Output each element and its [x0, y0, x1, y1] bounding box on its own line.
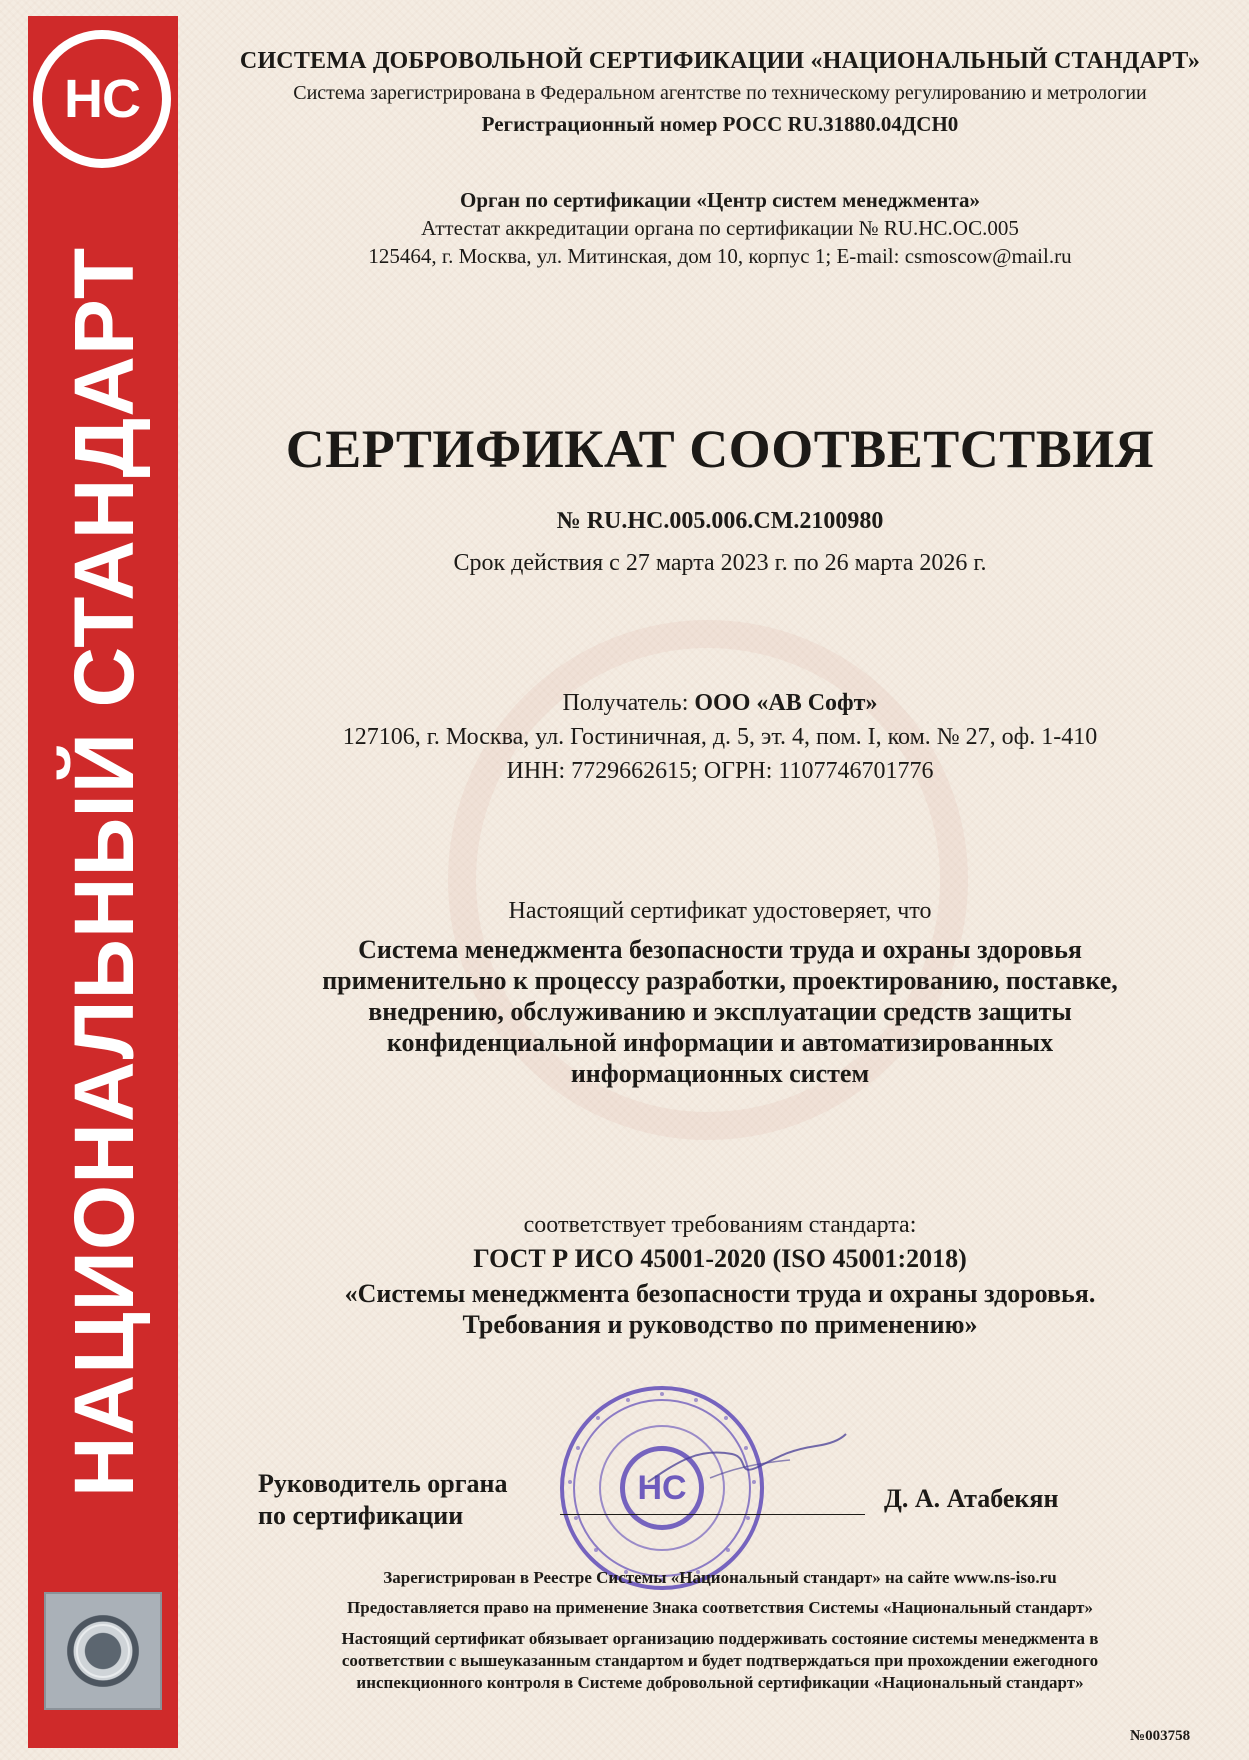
scope-line: конфиденциальной информации и автоматизированных	[386, 1028, 1054, 1057]
registered-line: Система зарегистрирована в Федеральном агентстве по техническому регулированию и метрологии	[293, 82, 1147, 104]
certification-body-address: 125464, г. Москва, ул. Митинская, дом 10, корпус 1; E-mail: csmoscow@mail.ru	[368, 244, 1072, 268]
accreditation-line: Аттестат аккредитации органа по сертификации № RU.НС.ОС.005	[421, 216, 1019, 240]
obligation-line: соответствии с вышеуказанным стандартом и будет подтверждаться при прохождении ежегодного	[341, 1651, 1099, 1670]
standard-code: ГОСТ Р ИСО 45001-2020 (ISO 45001:2018)	[473, 1244, 967, 1273]
standard-name-line: Требования и руководство по применению»	[462, 1310, 978, 1339]
certification-body-name: Орган по сертификации «Центр систем менеджмента»	[459, 188, 981, 212]
scope-line: информационных систем	[570, 1059, 870, 1088]
serial-number: №003758	[1130, 1728, 1191, 1744]
handwritten-signature	[640, 1420, 850, 1510]
ns-logo	[33, 30, 171, 168]
scope-line: применительно к процессу разработки, проектированию, поставке,	[322, 966, 1118, 995]
signatory-role-line: по сертификации	[258, 1501, 464, 1530]
stamp-emblem-text: НС	[637, 1468, 687, 1507]
page-title: СЕРТИФИКАТ СООТВЕТСТВИЯ	[285, 419, 1155, 479]
vertical-title-text: НАЦИОНАЛЬНЫЙ СТАНДАРТ	[57, 246, 151, 1498]
registry-note: Зарегистрирован в Реестре Системы «Национальный стандарт» на сайте www.ns-iso.ru	[383, 1568, 1057, 1587]
scope-intro: Настоящий сертификат удостоверяет, что	[508, 898, 932, 924]
scope-text	[200, 934, 1240, 1089]
signatory-role	[258, 1468, 508, 1532]
recipient-line	[200, 690, 1240, 717]
standard-intro: соответствует требованиям стандарта:	[523, 1212, 917, 1238]
recipient-label: Получатель:	[562, 690, 689, 716]
scope-line: внедрению, обслуживанию и эксплуатации средств защиты	[368, 997, 1072, 1026]
hologram-globe-icon	[44, 1592, 162, 1710]
certificate-number: № RU.НС.005.006.СМ.2100980	[556, 508, 884, 534]
scope-line: Система менеджмента безопасности труда и охраны здоровья	[358, 935, 1082, 964]
obligation-note	[200, 1628, 1240, 1694]
recipient-name: ООО «АВ Софт»	[694, 690, 878, 716]
registration-number: Регистрационный номер РОСС RU.31880.04ДСН0	[481, 112, 959, 136]
ns-logo-text: НС	[64, 69, 140, 129]
standard-name-line: «Системы менеджмента безопасности труда и охраны здоровья.	[344, 1279, 1096, 1308]
obligation-line: инспекционного контроля в Системе добровольной сертификации «Национальный стандарт»	[356, 1673, 1084, 1692]
globe-icon	[76, 1624, 130, 1678]
signatory-role-line: Руководитель органа	[258, 1469, 508, 1498]
validity-period: Срок действия с 27 марта 2023 г. по 26 марта 2026 г.	[453, 550, 987, 576]
recipient-address: 127106, г. Москва, ул. Гостиничная, д. 5, эт. 4, пом. I, ком. № 27, оф. 1-410	[342, 724, 1098, 750]
recipient-ids: ИНН: 7729662615; ОГРН: 1107746701776	[506, 758, 934, 784]
obligation-line: Настоящий сертификат обязывает организацию поддерживать состояние системы менеджмента в	[341, 1629, 1099, 1648]
system-name: СИСТЕМА ДОБРОВОЛЬНОЙ СЕРТИФИКАЦИИ «НАЦИОНАЛЬНЫЙ СТАНДАРТ»	[239, 48, 1201, 74]
mark-right-note: Предоставляется право на применение Знака соответствия Системы «Национальный стандарт»	[347, 1598, 1093, 1617]
signature-line	[560, 1514, 865, 1515]
standard-name	[200, 1278, 1240, 1340]
signatory-name: Д. А. Атабекян	[884, 1484, 1059, 1513]
